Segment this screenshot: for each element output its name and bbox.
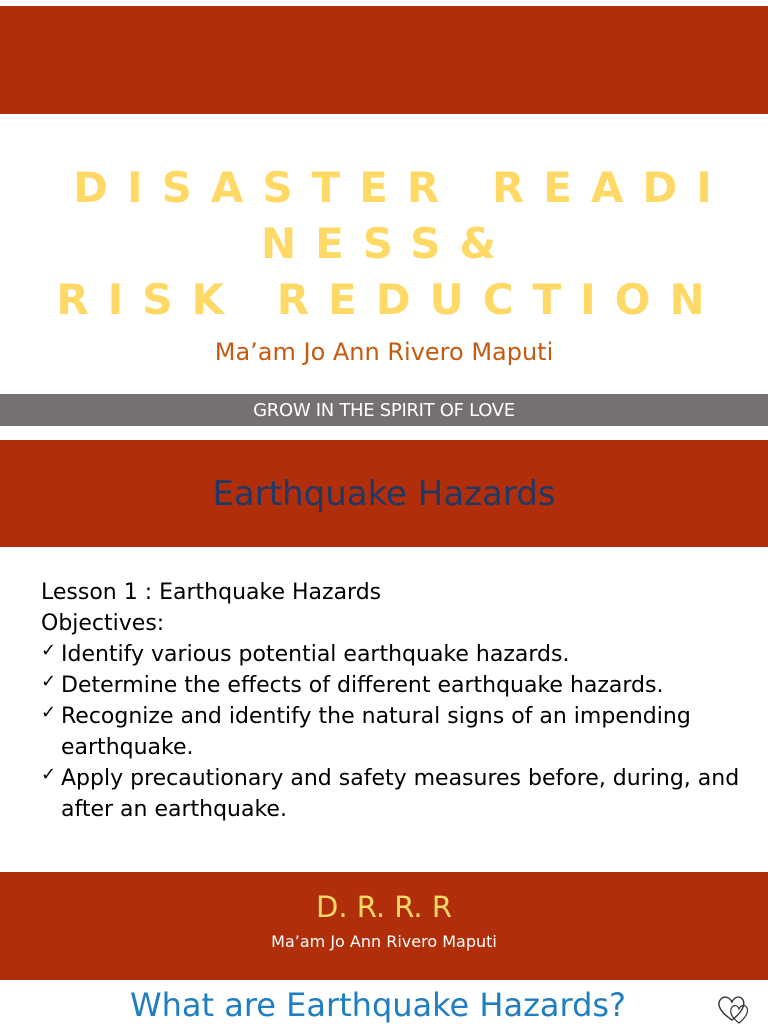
slide3-author: Ma’am Jo Ann Rivero Maputi <box>271 932 497 951</box>
check-icon: ✓ <box>41 764 57 785</box>
slide3-title: D. R. R. R <box>315 890 453 924</box>
lesson-title: Lesson 1 : Earthquake Hazards <box>41 580 382 605</box>
slide3-band <box>0 872 768 980</box>
objective-item <box>41 763 741 825</box>
objective-text: Apply precautionary and safety measures before, during, and after an earthquake. <box>61 766 740 822</box>
heading-text: What are Earthquake Hazards? <box>129 986 627 1024</box>
title-line-1: DISASTER READI <box>73 163 731 212</box>
objectives-label: Objectives: <box>41 611 165 636</box>
objective-item <box>41 639 741 670</box>
check-icon: ✓ <box>41 671 57 692</box>
slide2-header-band <box>0 440 768 547</box>
lesson-body <box>41 577 741 825</box>
title-line-3: RISK REDUCTION <box>56 275 724 324</box>
objective-text: Recognize and identify the natural signs of an impending earthquake. <box>61 704 691 760</box>
slide2-title: Earthquake Hazards <box>212 474 556 514</box>
check-icon: ✓ <box>41 640 57 661</box>
objective-item <box>41 701 741 763</box>
check-icon: ✓ <box>41 702 57 723</box>
slide1-title <box>0 160 768 328</box>
slide1-top-band <box>0 6 768 114</box>
objective-text: Identify various potential earthquake hazards. <box>61 642 570 667</box>
objective-item <box>41 670 741 701</box>
objectives-list <box>41 639 741 825</box>
hearts-icon <box>712 990 756 1024</box>
slide1-subtitle: Ma’am Jo Ann Rivero Maputi <box>214 338 554 366</box>
motto-bar: GROW IN THE SPIRIT OF LOVE <box>0 394 768 426</box>
title-line-2: NESS& <box>260 219 516 268</box>
earthquake-hazards-heading <box>0 986 768 1024</box>
objective-text: Determine the effects of different earthquake hazards. <box>61 673 664 698</box>
